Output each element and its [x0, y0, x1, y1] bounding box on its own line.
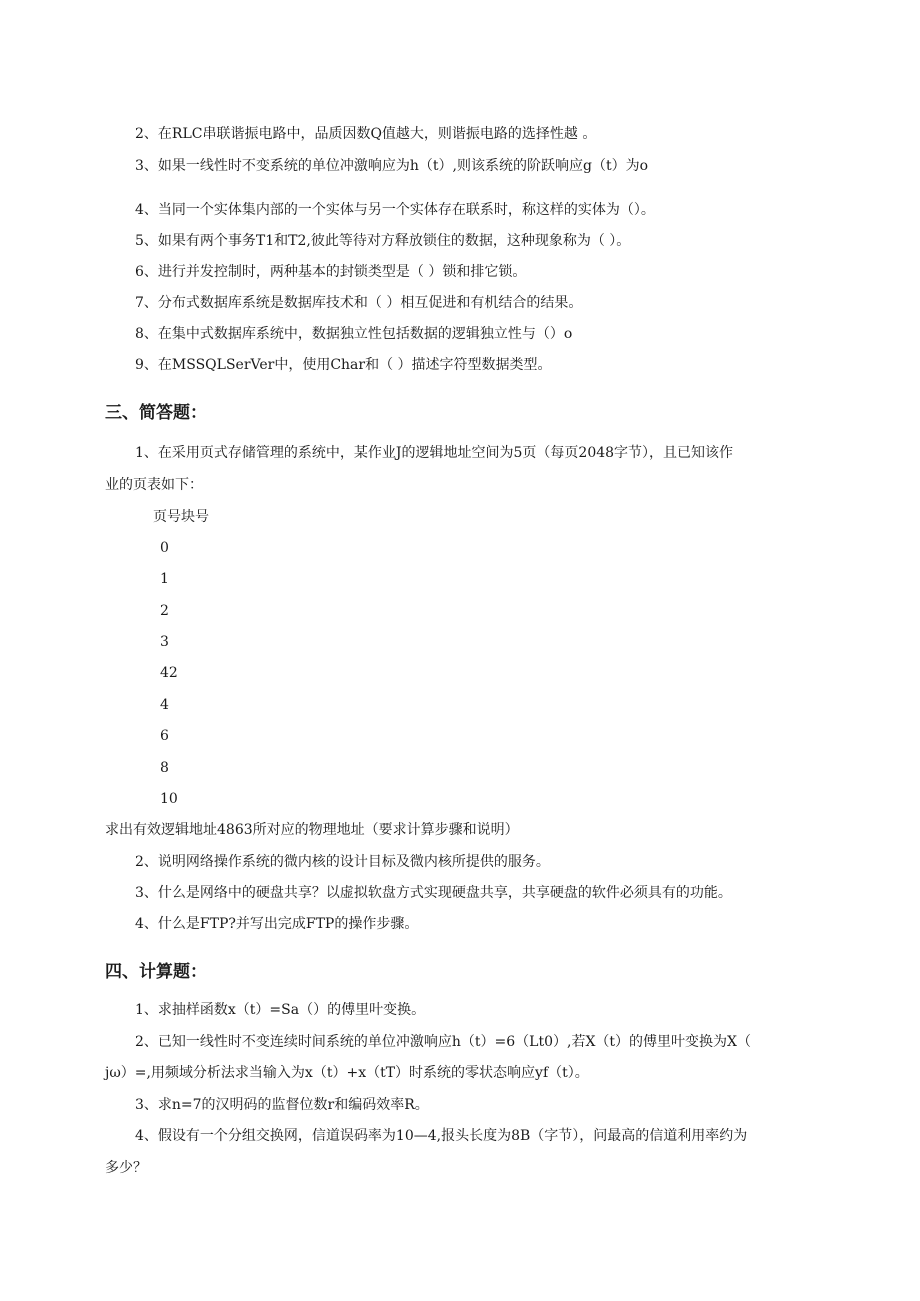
- calc-q2-line1: 2、已知一线性时不变连续时间系统的单位冲激响应h（t）=6（Lt0）,若X（t）的傅里叶变换为X（: [135, 1034, 752, 1050]
- page-table-value: 8: [160, 760, 169, 776]
- page-table-value: 42: [160, 665, 178, 681]
- short-answer-q1-line2: 业的页表如下：: [105, 477, 203, 493]
- page-table-value: 3: [160, 634, 169, 650]
- fill-question-3: 3、如果一线性时不变系统的单位冲激响应为h（t）,则该系统的阶跃响应g（t）为o: [135, 158, 649, 174]
- page-table-value: 2: [160, 603, 169, 619]
- section-heading-short-answer: 三、简答题：: [105, 403, 207, 423]
- fill-question-6: 6、进行并发控制时，两种基本的封锁类型是（ ）锁和排它锁。: [135, 264, 527, 280]
- calc-q4-line1: 4、假设有一个分组交换网，信道误码率为10—4,报头长度为8B（字节），问最高的信道利用率约为: [135, 1128, 748, 1144]
- page-table-value: 0: [160, 540, 169, 556]
- fill-question-8: 8、在集中式数据库系统中，数据独立性包括数据的逻辑独立性与（）o: [135, 326, 573, 342]
- page-table-header: 页号块号: [153, 509, 209, 525]
- fill-question-9: 9、在MSSQLSerVer中，使用Char和（ ）描述字符型数据类型。: [135, 357, 552, 373]
- calc-q1: 1、求抽样函数x（t）=Sa（）的傅里叶变换。: [135, 1002, 426, 1018]
- page-table-value: 10: [160, 791, 178, 807]
- calc-q4-line2: 多少？: [105, 1160, 147, 1176]
- page-table-value: 6: [160, 728, 169, 744]
- fill-question-2: 2、在RLC串联谐振电路中，品质因数Q值越大，则谐振电路的选择性越 。: [135, 126, 597, 142]
- fill-question-5: 5、如果有两个事务T1和T2,彼此等待对方释放锁住的数据，这种现象称为（ ）。: [135, 233, 631, 249]
- calc-q2-line2: jω）=,用频域分析法求当输入为x（t）+x（tT）时系统的零状态响应yf（t）。: [105, 1065, 589, 1081]
- short-answer-q2: 2、说明网络操作系统的微内核的设计目标及微内核所提供的服务。: [135, 854, 550, 870]
- short-answer-q1-ask: 求出有效逻辑地址4863所对应的物理地址（要求计算步骤和说明）: [105, 822, 519, 838]
- short-answer-q3: 3、什么是网络中的硬盘共享？以虚拟软盘方式实现硬盘共享，共享硬盘的软件必须具有的功能。: [135, 885, 732, 901]
- fill-question-7: 7、分布式数据库系统是数据库技术和（ ）相互促进和有机结合的结果。: [135, 295, 583, 311]
- page-table-value: 1: [160, 571, 169, 587]
- short-answer-q1-line1: 1、在采用页式存储管理的系统中，某作业J的逻辑地址空间为5页（每页2048字节），且已知该作: [135, 445, 734, 461]
- calc-q3: 3、求n=7的汉明码的监督位数r和编码效率R。: [135, 1097, 429, 1113]
- fill-question-4: 4、当同一个实体集内部的一个实体与另一个实体存在联系时，称这样的实体为（）。: [135, 202, 655, 218]
- short-answer-q4: 4、什么是FTP?并写出完成FTP的操作步骤。: [135, 916, 419, 932]
- section-heading-calculation: 四、计算题：: [105, 962, 207, 982]
- page-table-value: 4: [160, 697, 169, 713]
